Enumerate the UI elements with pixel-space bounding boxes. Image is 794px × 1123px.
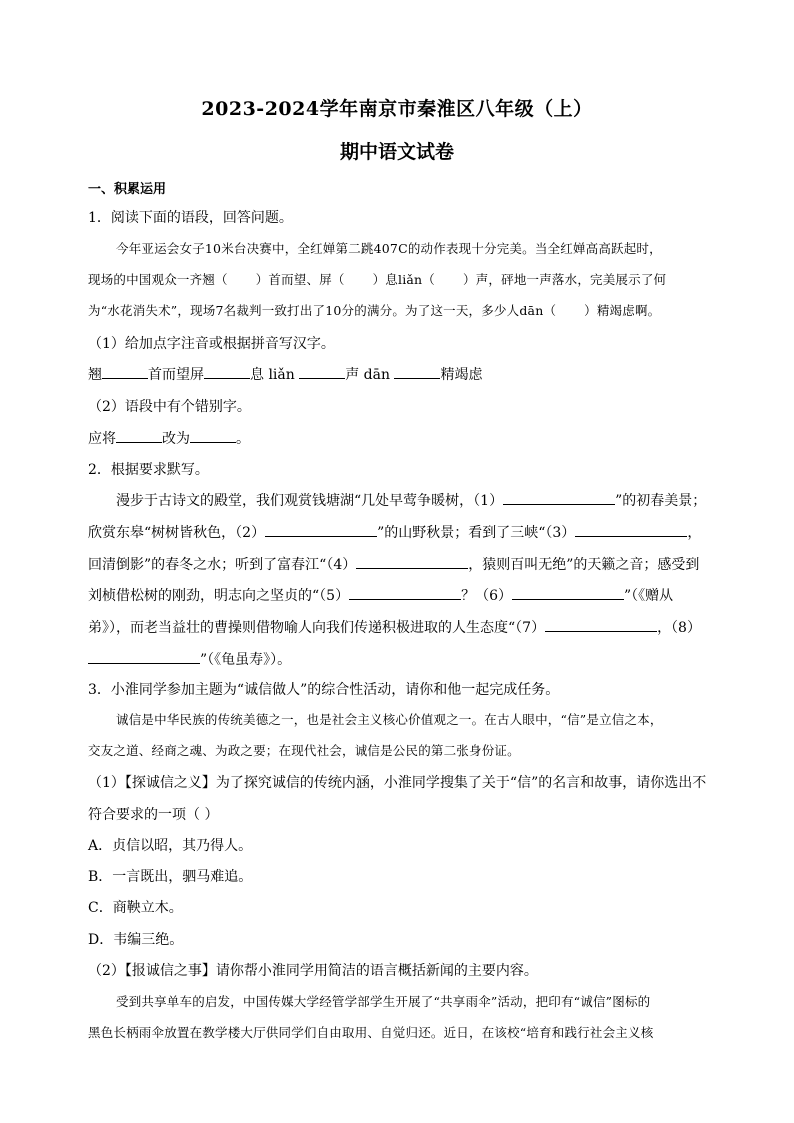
answer-blank[interactable] <box>512 585 624 600</box>
option-c[interactable]: C．商鞅立木。 <box>88 900 183 916</box>
answer-blank[interactable] <box>102 364 148 379</box>
q2-line-4 <box>88 585 708 605</box>
q1-passage-text: ）声，砰地一声落水，完美展示了何 <box>463 272 667 287</box>
q2-text: ， <box>687 525 702 541</box>
option-d[interactable]: D．韦编三绝。 <box>88 932 184 948</box>
q2-text: ？（6） <box>461 588 512 604</box>
answer-blank[interactable] <box>299 364 345 379</box>
q1-passage-text: ）精竭虑啊。 <box>584 303 661 318</box>
q2-text: ”（《赠从 <box>624 588 674 604</box>
q2-text: ，猿则百叫无绝”的天籁之音；感受到 <box>468 557 700 573</box>
fix-label: 。 <box>236 431 250 447</box>
answer-blank[interactable] <box>349 585 461 600</box>
q1-passage-text: 现场的中国观众一齐翘（ <box>88 272 228 287</box>
fix-label: 改为 <box>162 431 190 447</box>
q2-text: ”（《龟虽寿》）。 <box>200 652 292 668</box>
q3-sub1-line-2: 符合要求的一项（ ） <box>88 807 219 823</box>
answer-blank[interactable] <box>394 364 440 379</box>
q2-text: ，（8） <box>657 620 701 636</box>
q1-sub2: （2）语段中有个错别字。 <box>88 399 251 415</box>
q2-text: ”的初春美景； <box>615 493 707 509</box>
fill-label: 翘 <box>88 367 102 383</box>
q2-stem: 2．根据要求默写。 <box>88 462 209 478</box>
answer-blank[interactable] <box>545 617 657 632</box>
q2-text: 漫步于古诗文的殿堂，我们观赏钱塘湖“几处早莺争暖树，（1） <box>116 493 504 509</box>
q2-line-1 <box>116 490 736 510</box>
exam-subtitle: 期中语文试卷 <box>339 141 454 163</box>
q1-passage-text: 为“水花消失术”，现场7名裁判一致打出了10分的满分。为了这一天，多少人dān（ <box>88 303 557 318</box>
fill-label: 声 dān <box>345 367 395 383</box>
answer-blank[interactable] <box>356 554 468 569</box>
q2-line-3 <box>88 554 708 574</box>
section-heading: 一、积累运用 <box>88 182 167 197</box>
answer-blank[interactable] <box>204 364 250 379</box>
fill-label: 精竭虑 <box>440 367 483 383</box>
q3-passage-line-2: 交友之道、经商之魂、为政之要；在现代社会，诚信是公民的第二张身份证。 <box>88 743 520 758</box>
answer-blank[interactable] <box>116 428 162 443</box>
q2-text: 回清倒影”的春冬之水；听到了富春江“（4） <box>88 557 357 573</box>
q2-line-2 <box>88 522 708 542</box>
q1-sub1: （1）给加点字注音或根据拼音写汉字。 <box>88 336 335 352</box>
q1-stem: 1．阅读下面的语段，回答问题。 <box>88 210 293 226</box>
q1-passage-text: ）首而望、屏（ <box>255 272 345 287</box>
q3-stem: 3．小淮同学参加主题为“诚信做人”的综合性活动，请你和他一起完成任务。 <box>88 682 560 698</box>
q2-text: 欣赏东皋“树树皆秋色，（2） <box>88 525 266 541</box>
q1-passage-line-3 <box>88 301 708 319</box>
fill-label: 息 liǎn <box>250 367 300 383</box>
fill-label: 首而望屏 <box>148 367 204 383</box>
exam-title: 2023-2024学年南京市秦淮区八年级（上） <box>201 98 593 120</box>
answer-blank[interactable] <box>88 649 200 664</box>
q2-text: 刘桢借松树的刚劲，明志向之坚贞的“（5） <box>88 588 350 604</box>
q3-news-line-2: 黑色长柄雨伞放置在教学楼大厅供同学们自由取用、自觉归还。近日，在该校“培育和践行社会主义核 <box>88 1025 654 1040</box>
q1-fill-row <box>88 364 708 384</box>
option-a[interactable]: A．贞信以昭，其乃得人。 <box>88 838 253 854</box>
option-b[interactable]: B．一言既出，驷马难追。 <box>88 869 253 885</box>
q3-passage-line-1: 诚信是中华民族的传统美德之一，也是社会主义核心价值观之一。在古人眼中，“信”是立信之本， <box>116 712 663 727</box>
answer-blank[interactable] <box>575 522 687 537</box>
q3-news-line-1: 受到共享单车的启发，中国传媒大学经管学部学生开展了“共享雨伞”活动，把印有“诚信”图标的 <box>116 994 651 1009</box>
q1-passage-text: ）息liǎn（ <box>372 272 436 287</box>
q1-passage-line-2 <box>88 270 708 288</box>
answer-blank[interactable] <box>190 428 236 443</box>
answer-blank[interactable] <box>265 522 377 537</box>
q2-text: 弟》），而老当益壮的曹操则借物喻人向我们传递积极进取的人生态度“（7） <box>88 620 546 636</box>
q2-line-5 <box>88 617 708 637</box>
q3-sub2: （2）【报诚信之事】请你帮小淮同学用简洁的语言概括新闻的主要内容。 <box>88 963 538 979</box>
q1-fix-row <box>88 428 708 448</box>
q2-line-6 <box>88 649 708 669</box>
q2-text: ”的山野秋景；看到了三峡“（3） <box>377 525 576 541</box>
answer-blank[interactable] <box>503 490 615 505</box>
q1-passage-line-1: 今年亚运会女子10米台决赛中，全红婵第二跳407C的动作表现十分完美。当全红婵高高跃起时， <box>116 241 662 256</box>
fix-label: 应将 <box>88 431 116 447</box>
q3-sub1-line-1: （1）【探诚信之义】为了探究诚信的传统内涵，小淮同学搜集了关于“信”的名言和故事，请你选出不 <box>88 775 707 791</box>
